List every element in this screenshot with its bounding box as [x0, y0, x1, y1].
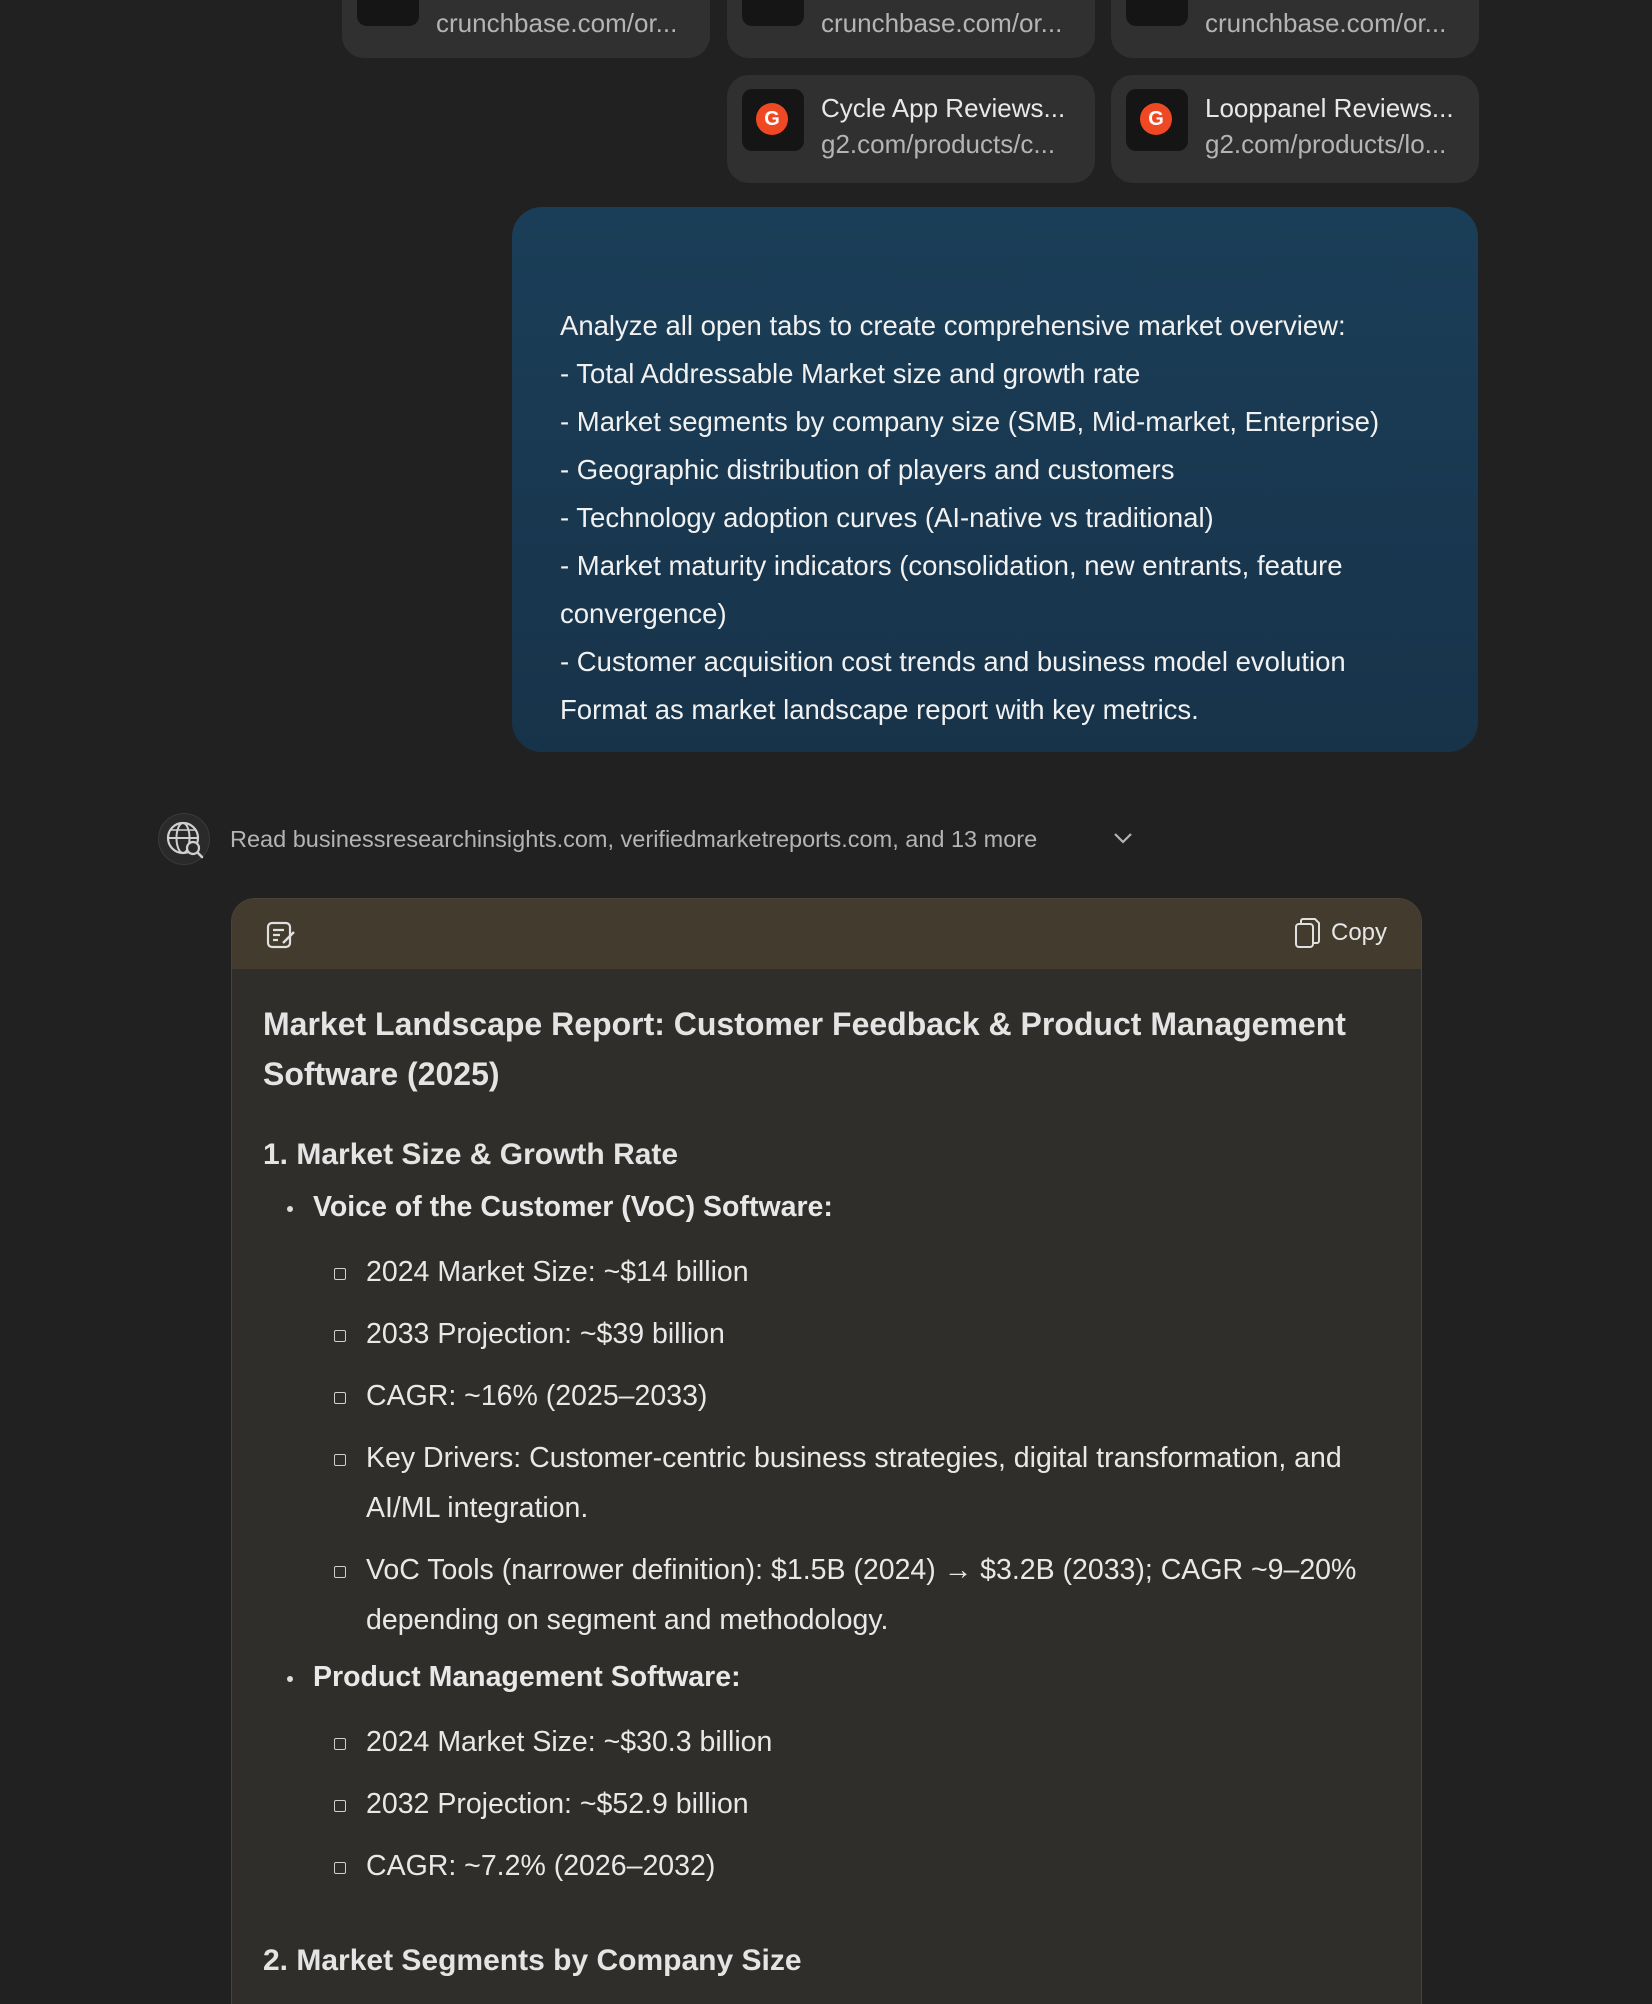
- tab-url: crunchbase.com/or...: [821, 8, 1063, 38]
- message-line: - Technology adoption curves (AI-native vs traditional): [560, 502, 1214, 533]
- list-item: 2024 Market Size: ~$30.3 billion: [263, 1717, 1389, 1767]
- crunchbase-icon: [742, 0, 804, 26]
- report-document-card: [231, 898, 1422, 2004]
- chevron-down-icon[interactable]: [1112, 829, 1134, 847]
- message-line: Analyze all open tabs to create comprehensive market overview:: [560, 310, 1346, 341]
- user-message-bubble: [512, 207, 1478, 752]
- message-line: - Customer acquisition cost trends and business model evolution: [560, 646, 1346, 677]
- list-item: 2024 Market Size: ~$14 billion: [263, 1247, 1389, 1297]
- list-item: VoC Tools (narrower definition): $1.5B (2024) → $3.2B (2033); CAGR ~9–20% depending on segment and methodology.: [263, 1545, 1389, 1645]
- crunchbase-icon: [1126, 0, 1188, 26]
- list-item-group: Product Management Software:: [263, 1657, 1389, 1697]
- tab-url: crunchbase.com/or...: [436, 8, 678, 38]
- tab-url: g2.com/products/lo...: [1205, 129, 1447, 159]
- list-item: CAGR: ~16% (2025–2033): [263, 1371, 1389, 1421]
- message-line: Format as market landscape report with key metrics.: [560, 694, 1199, 725]
- tab-title: Cycle App Reviews...: [821, 93, 1066, 123]
- list-item: CAGR: ~7.2% (2026–2032): [263, 1841, 1389, 1891]
- copy-button[interactable]: Copy: [1331, 919, 1388, 946]
- message-line: - Total Addressable Market size and growth rate: [560, 358, 1141, 389]
- copy-icon[interactable]: [1293, 917, 1321, 951]
- tab-card-crunchbase-2[interactable]: [727, 0, 1095, 58]
- g2-icon: G: [742, 89, 804, 151]
- section-heading: 2. Market Segments by Company Size: [263, 1944, 802, 1977]
- section-heading: 1. Market Size & Growth Rate: [263, 1138, 679, 1171]
- g2-icon: G: [1126, 89, 1188, 151]
- message-line: - Market maturity indicators (consolidation, new entrants, feature: [560, 550, 1343, 581]
- message-line: - Geographic distribution of players and customers: [560, 454, 1175, 485]
- tab-card-cycle-app[interactable]: [727, 75, 1095, 183]
- tab-url: g2.com/products/c...: [821, 129, 1056, 159]
- tab-url: crunchbase.com/or...: [1205, 8, 1447, 38]
- tab-card-crunchbase-1[interactable]: [342, 0, 710, 58]
- list-item-group: Voice of the Customer (VoC) Software:: [263, 1187, 1389, 1227]
- sources-read-text: Read businessresearchinsights.com, verifiedmarketreports.com, and 13 more: [230, 826, 1038, 852]
- tab-title: Looppanel Reviews...: [1205, 93, 1454, 123]
- document-header: [232, 899, 1421, 969]
- list-item: Key Drivers: Customer-centric business strategies, digital transformation, and AI/ML integration.: [263, 1433, 1389, 1533]
- document-edit-icon[interactable]: [265, 919, 297, 951]
- message-line: - Market segments by company size (SMB, Mid-market, Enterprise): [560, 406, 1380, 437]
- message-line: convergence): [560, 598, 727, 629]
- document-body: [232, 969, 1421, 1981]
- globe-search-icon: [158, 813, 210, 865]
- sources-read-status[interactable]: [158, 813, 1158, 865]
- crunchbase-icon: [357, 0, 419, 26]
- list-item: 2033 Projection: ~$39 billion: [263, 1309, 1389, 1359]
- report-title: Market Landscape Report: Customer Feedback & Product Management Software (2025): [263, 1006, 1346, 1092]
- tab-card-crunchbase-3[interactable]: [1111, 0, 1479, 58]
- list-item: 2032 Projection: ~$52.9 billion: [263, 1779, 1389, 1829]
- tab-card-looppanel[interactable]: [1111, 75, 1479, 183]
